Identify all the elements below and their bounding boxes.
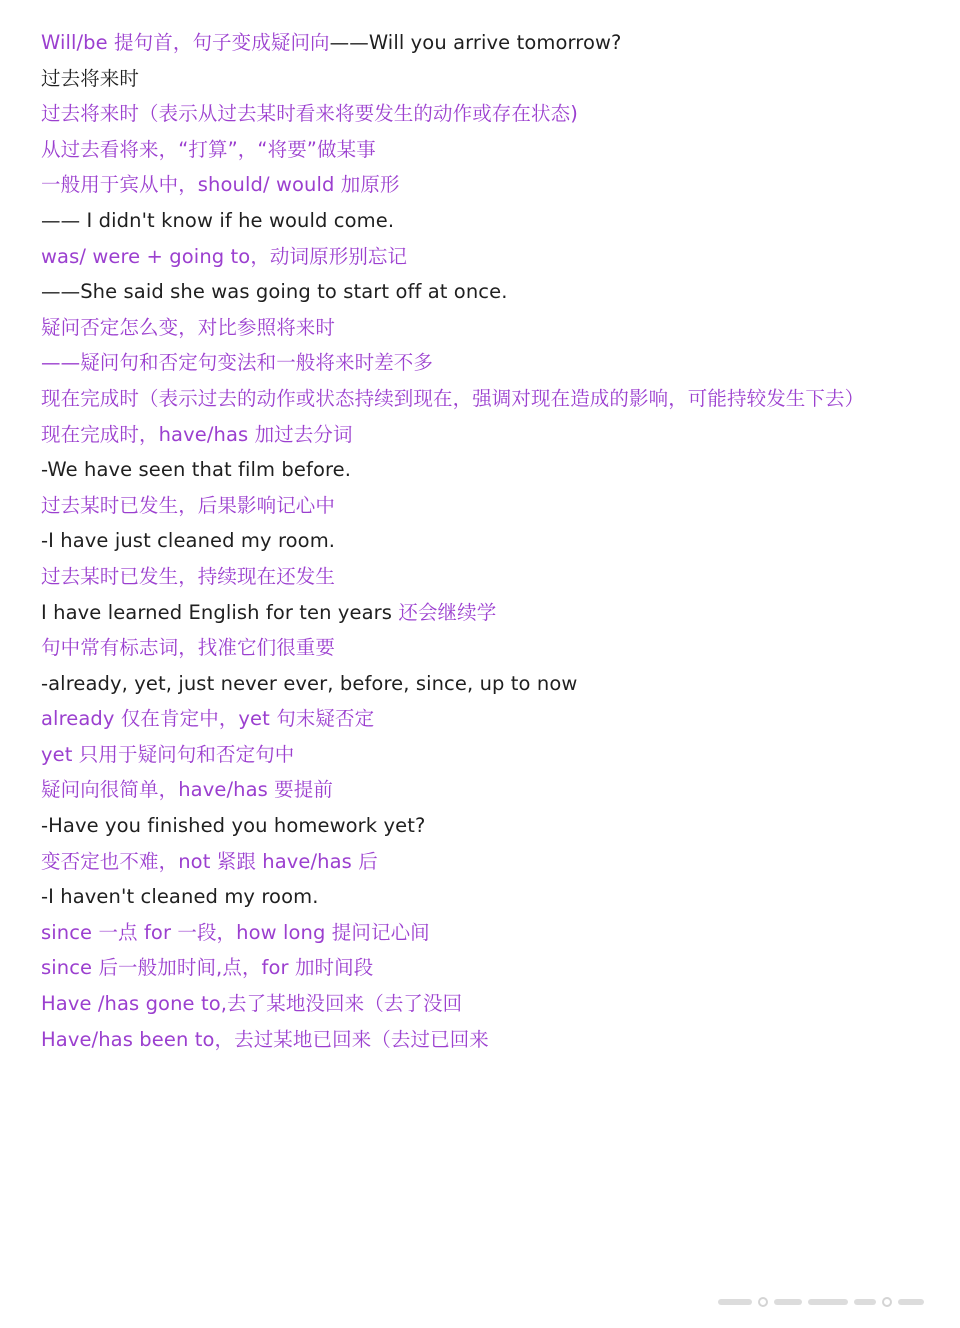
note-line: Have/has been to，去过某地已回来（去过已回来 [41, 1027, 489, 1051]
watermark-bar [854, 1299, 876, 1305]
note-line: 过去将来时 [41, 66, 140, 90]
note-line: yet 只用于疑问句和否定句中 [41, 742, 295, 766]
note-line: —— I didn't know if he would come. [41, 208, 395, 232]
note-line: 过去将来时（表示从过去某时看来将要发生的动作或存在状态) [41, 102, 578, 126]
note-line: -I have just cleaned my room. [41, 529, 336, 553]
watermark-bar [718, 1299, 752, 1305]
note-line-segment: ——Will you arrive tomorrow? [329, 31, 622, 54]
note-line: since 一点 for 一段，how long 提问记心间 [41, 920, 430, 944]
watermark-dot [758, 1297, 768, 1307]
note-line-segment: Will/be 提句首，句子变成疑问向 [41, 31, 330, 54]
note-line: 疑问向很简单，have/has 要提前 [41, 778, 333, 802]
note-line: 变否定也不难，not 紧跟 have/has 后 [41, 849, 378, 873]
note-line: 过去某时已发生，持续现在还发生 [41, 564, 336, 588]
note-line: ——She said she was going to start off at once. [41, 280, 508, 304]
note-line: 现在完成时，have/has 加过去分词 [41, 422, 353, 446]
note-line: 过去某时已发生，后果影响记心中 [41, 493, 336, 517]
note-line: since 后一般加时间,点，for 加时间段 [41, 956, 374, 980]
note-line [41, 595, 941, 631]
watermark-bar [774, 1299, 802, 1305]
note-line [41, 25, 941, 61]
note-line: -Have you finished you homework yet? [41, 814, 426, 838]
note-line: 现在完成时（表示过去的动作或状态持续到现在，强调对现在造成的影响，可能持较发生下去） [41, 386, 865, 410]
note-line: 疑问否定怎么变，对比参照将来时 [41, 315, 336, 339]
note-line: was/ were + going to，动词原形别忘记 [41, 244, 408, 268]
note-line: 一般用于宾从中，should/ would 加原形 [41, 173, 400, 197]
notes-list [41, 25, 941, 1057]
note-line: ——疑问句和否定句变法和一般将来时差不多 [41, 351, 434, 375]
watermark-bar [808, 1299, 848, 1305]
note-line: 从过去看将来，“打算”，“将要”做某事 [41, 137, 376, 161]
watermark-dot [882, 1297, 892, 1307]
note-line-segment: I have learned English for ten years [41, 600, 399, 624]
note-line-segment: 还会继续学 [398, 600, 497, 624]
note-line: -already, yet, just never ever, before, since, up to now [41, 671, 578, 695]
note-line: already 仅在肯定中，yet 句末疑否定 [41, 707, 375, 731]
note-line: 句中常有标志词，找准它们很重要 [41, 636, 336, 660]
note-line: -We have seen that film before. [41, 458, 352, 482]
note-line: -I haven't cleaned my room. [41, 885, 319, 909]
note-line: Have /has gone to,去了某地没回来（去了没回 [41, 992, 463, 1016]
watermark [718, 1284, 950, 1320]
watermark-bar [898, 1299, 924, 1305]
